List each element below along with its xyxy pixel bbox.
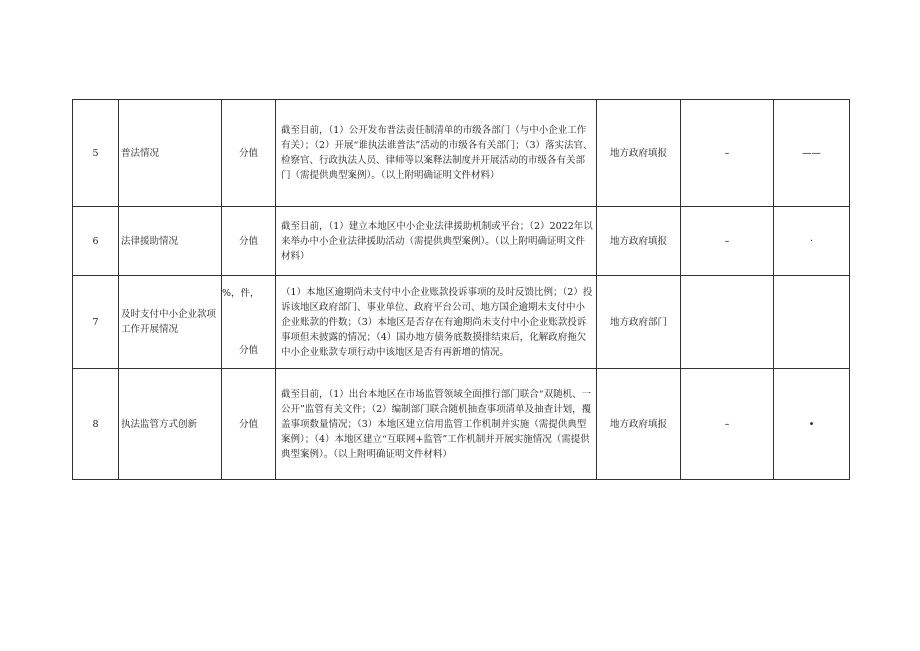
data-source: 地方政府部门 <box>597 276 681 369</box>
unit: 分值 <box>238 345 258 356</box>
unit-top: %，件， <box>222 288 260 299</box>
table-row <box>73 207 850 276</box>
row-number: 6 <box>73 207 119 276</box>
cell-mark: – <box>681 207 774 276</box>
cell-mark <box>681 276 774 369</box>
row-number: 8 <box>73 369 119 480</box>
indicator-name: 普法情况 <box>119 100 222 207</box>
cell-mark <box>774 276 850 369</box>
cell-mark: —— <box>774 100 850 207</box>
unit: 分值 <box>222 100 276 207</box>
cell-mark: · <box>774 207 850 276</box>
cell-mark: – <box>681 100 774 207</box>
table-row <box>73 369 850 480</box>
unit-cell <box>222 276 276 369</box>
cell-mark: – <box>681 369 774 480</box>
indicator-description: 截至目前，（1）出台本地区在市场监管领域全面推行部门联合“双随机、一公开”监管有关文件；（2）编制部门联合随机抽查事项清单及抽查计划，覆盖事项数量情况；（3）本地区建立信用监管工作机制并实施（需提供典型案例）；（4）本地区建立“互联网+监管”工作机制并开展实施情况（需提供典型案例）。（以上附明确证明文件材料） <box>276 369 597 480</box>
table-row <box>73 100 850 207</box>
data-source: 地方政府填报 <box>597 100 681 207</box>
indicator-name: 执法监管方式创新 <box>119 369 222 480</box>
cell-mark: • <box>774 369 850 480</box>
row-number: 7 <box>73 276 119 369</box>
indicator-description: 截至目前，（1）公开发布普法责任制清单的市级各部门（与中小企业工作有关）；（2）开展“谁执法谁普法”活动的市级各有关部门；（3）落实法官、检察官、行政执法人员、律师等以案释法制度并开展活动的市级各有关部门（需提供典型案例）。（以上附明确证明文件材料） <box>276 100 597 207</box>
evaluation-table <box>72 99 850 480</box>
indicator-name: 及时支付中小企业款项工作开展情况 <box>119 276 222 369</box>
data-source: 地方政府填报 <box>597 369 681 480</box>
unit: 分值 <box>222 207 276 276</box>
row-number: 5 <box>73 100 119 207</box>
indicator-description: （1）本地区逾期尚未支付中小企业账款投诉事项的及时反馈比例；（2）投诉该地区政府部门、事业单位、政府平台公司、地方国企逾期未支付中小企业账款的件数；（3）本地区是否存在有逾期尚未支付中小企业账款投诉事项但未披露的情况；（4）国办地方债务底数摸排结束后，化解政府拖欠中小企业账款专项行动中该地区是否有再新增的情况。 <box>276 276 597 369</box>
indicator-name: 法律援助情况 <box>119 207 222 276</box>
table-row <box>73 276 850 369</box>
unit: 分值 <box>222 369 276 480</box>
indicator-description: 截至目前，（1）建立本地区中小企业法律援助机制或平台；（2）2022年以来举办中小企业法律援助活动（需提供典型案例）。（以上附明确证明文件材料） <box>276 207 597 276</box>
data-source: 地方政府填报 <box>597 207 681 276</box>
